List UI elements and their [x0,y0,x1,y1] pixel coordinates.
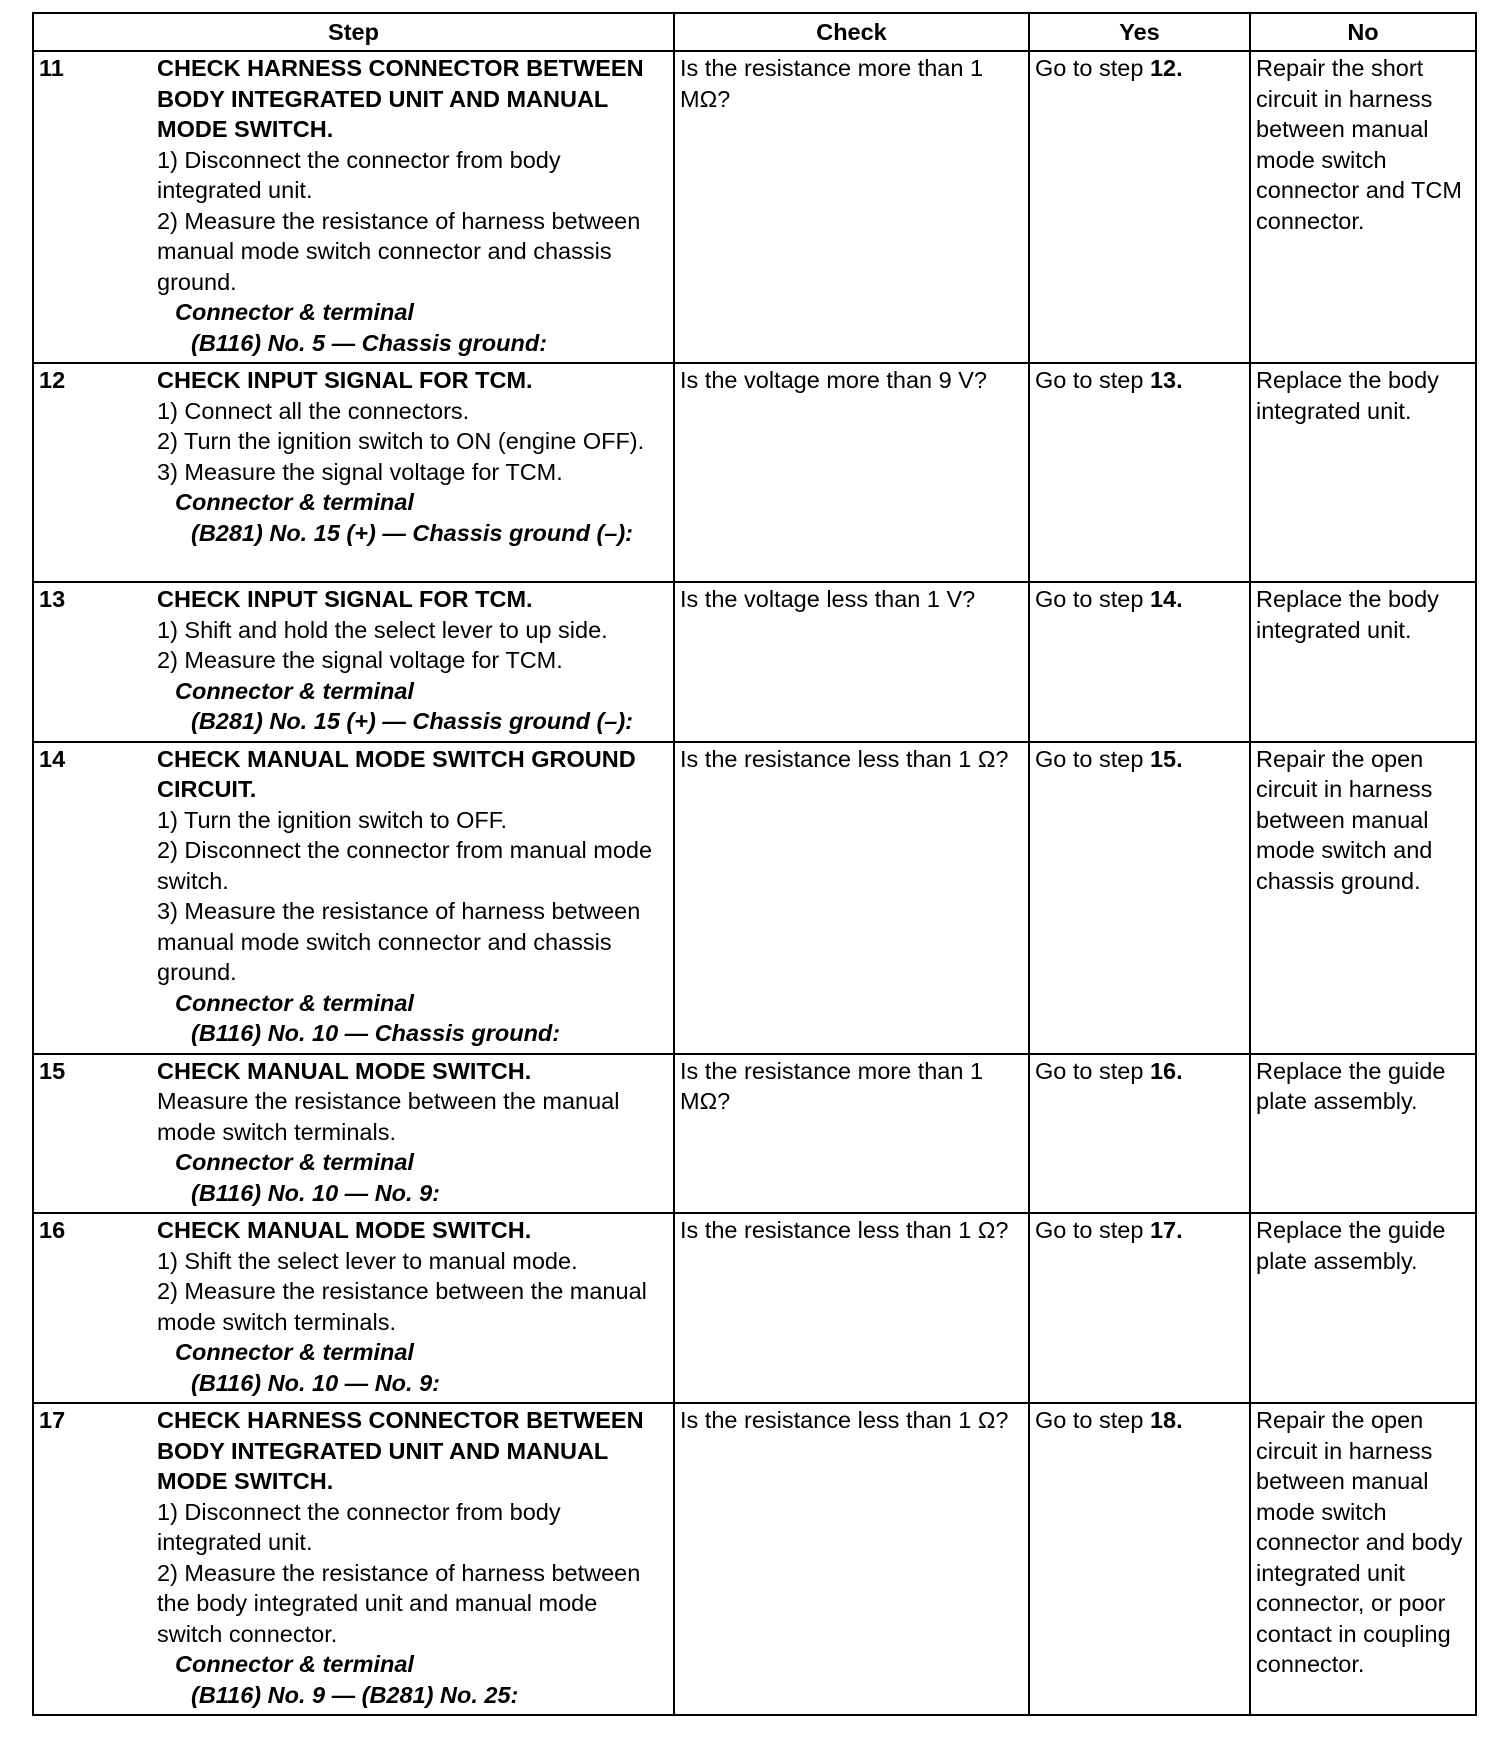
step-instruction: 2) Disconnect the connector from manual mode switch. [157,837,653,894]
yes-step-number: 14. [1149,586,1183,612]
step-instruction: 1) Turn the ignition switch to OFF. [157,806,508,833]
check-cell: Is the resistance less than 1 Ω? [674,1213,1029,1403]
yes-step-number: 18. [1149,1407,1183,1433]
step-number: 11 [39,55,64,81]
step-number: 15 [39,1057,66,1084]
step-instruction: 2) Measure the signal voltage for TCM. [157,647,563,673]
header-check: Check [674,13,1029,51]
step-title: CHECK HARNESS CONNECTOR BETWEEN BODY INTEGRATED UNIT AND MANUAL MODE SWITCH. [157,55,644,142]
step-instruction: 1) Disconnect the connector from body integrated unit. [157,146,561,203]
connector-label: Connector & terminal [175,677,414,704]
no-cell: Repair the open circuit in harness between manual mode switch and chassis ground. [1250,742,1476,1054]
connector-label: Connector & terminal [175,489,414,515]
yes-step-number: 16. [1149,1057,1183,1084]
step-instruction: 1) Shift and hold the select lever to up side. [157,616,608,643]
check-cell: Is the voltage less than 1 V? [674,582,1029,742]
step-number: 14 [39,745,66,772]
yes-text: Go to step [1035,586,1150,612]
yes-text: Go to step [1035,745,1150,772]
yes-cell [1029,51,1250,363]
table-row [33,1213,1476,1403]
step-cell [33,1054,674,1214]
step-cell [33,742,674,1054]
no-cell: Replace the guide plate assembly. [1250,1054,1476,1214]
diagnostic-table [32,12,1477,1716]
step-instruction: 1) Shift the select lever to manual mode. [157,1247,578,1274]
connector-terminal: (B116) No. 10 — Chassis ground: [191,1020,561,1046]
check-cell: Is the resistance more than 1 MΩ? [674,1054,1029,1214]
check-cell: Is the resistance less than 1 Ω? [674,742,1029,1054]
yes-text: Go to step [1035,1407,1150,1433]
table-row [33,51,1476,363]
connector-terminal: (B116) No. 10 — No. 9: [191,1179,440,1206]
table-row [33,582,1476,742]
step-instruction: 1) Disconnect the connector from body integrated unit. [157,1498,561,1555]
step-cell [33,1213,674,1403]
step-instruction: 2) Measure the resistance between the manual mode switch terminals. [157,1278,647,1335]
step-number: 13 [39,586,66,612]
yes-cell [1029,582,1250,742]
check-cell: Is the resistance more than 1 MΩ? [674,51,1029,363]
step-instruction: 2) Turn the ignition switch to ON (engine OFF). [157,428,645,454]
step-cell [33,363,674,582]
yes-step-number: 17. [1149,1217,1183,1243]
yes-text: Go to step [1035,367,1150,393]
connector-label: Connector & terminal [175,1651,414,1677]
yes-text: Go to step [1035,55,1150,81]
check-cell: Is the voltage more than 9 V? [674,363,1029,582]
table-row [33,1054,1476,1214]
step-number: 17 [39,1407,66,1433]
step-title: CHECK MANUAL MODE SWITCH GROUND CIRCUIT. [157,745,636,802]
table-row [33,363,1476,582]
yes-cell [1029,1054,1250,1214]
yes-cell [1029,1403,1250,1715]
check-cell: Is the resistance less than 1 Ω? [674,1403,1029,1715]
header-row [33,13,1476,51]
step-instruction: 2) Measure the resistance of harness between the body integrated unit and manual mode switch connector. [157,1559,641,1647]
connector-terminal: (B116) No. 10 — No. 9: [191,1369,440,1396]
connector-label: Connector & terminal [175,1149,414,1175]
yes-step-number: 13. [1149,367,1183,393]
step-instruction: 3) Measure the signal voltage for TCM. [157,458,563,485]
connector-terminal: (B281) No. 15 (+) — Chassis ground (–): [191,519,634,546]
step-cell [33,1403,674,1715]
no-cell: Repair the short circuit in harness between manual mode switch connector and TCM connector. [1250,51,1476,363]
step-title: CHECK MANUAL MODE SWITCH. [157,1057,532,1084]
connector-terminal: (B116) No. 5 — Chassis ground: [191,329,548,356]
header-step: Step [33,13,674,51]
step-cell [33,51,674,363]
step-title: CHECK INPUT SIGNAL FOR TCM. [157,367,533,393]
yes-text: Go to step [1035,1057,1150,1084]
no-cell: Repair the open circuit in harness between manual mode switch connector and body integrated unit connector, or poor contact in coupling connector. [1250,1403,1476,1715]
step-title: CHECK HARNESS CONNECTOR BETWEEN BODY INTEGRATED UNIT AND MANUAL MODE SWITCH. [157,1407,644,1494]
header-yes: Yes [1029,13,1250,51]
connector-terminal: (B281) No. 15 (+) — Chassis ground (–): [191,708,634,734]
header-no: No [1250,13,1476,51]
connector-label: Connector & terminal [175,1339,414,1365]
connector-label: Connector & terminal [175,299,414,325]
yes-cell [1029,742,1250,1054]
step-instruction: 2) Measure the resistance of harness between manual mode switch connector and chassis ground. [157,207,641,295]
step-title: CHECK INPUT SIGNAL FOR TCM. [157,586,533,612]
step-cell [33,582,674,742]
no-cell: Replace the body integrated unit. [1250,582,1476,742]
step-instruction: Measure the resistance between the manual mode switch terminals. [157,1088,620,1145]
no-cell: Replace the guide plate assembly. [1250,1213,1476,1403]
step-title: CHECK MANUAL MODE SWITCH. [157,1217,532,1243]
step-instruction: 1) Connect all the connectors. [157,397,470,424]
yes-cell [1029,1213,1250,1403]
step-instruction: 3) Measure the resistance of harness between manual mode switch connector and chassis ground. [157,898,641,985]
yes-text: Go to step [1035,1217,1150,1243]
step-number: 16 [39,1217,66,1243]
step-number: 12 [39,367,66,393]
connector-terminal: (B116) No. 9 — (B281) No. 25: [191,1681,519,1708]
connector-label: Connector & terminal [175,989,414,1016]
yes-step-number: 12. [1149,55,1183,81]
table-row [33,1403,1476,1715]
yes-cell [1029,363,1250,582]
yes-step-number: 15. [1149,745,1183,772]
table-row [33,742,1476,1054]
no-cell: Replace the body integrated unit. [1250,363,1476,582]
